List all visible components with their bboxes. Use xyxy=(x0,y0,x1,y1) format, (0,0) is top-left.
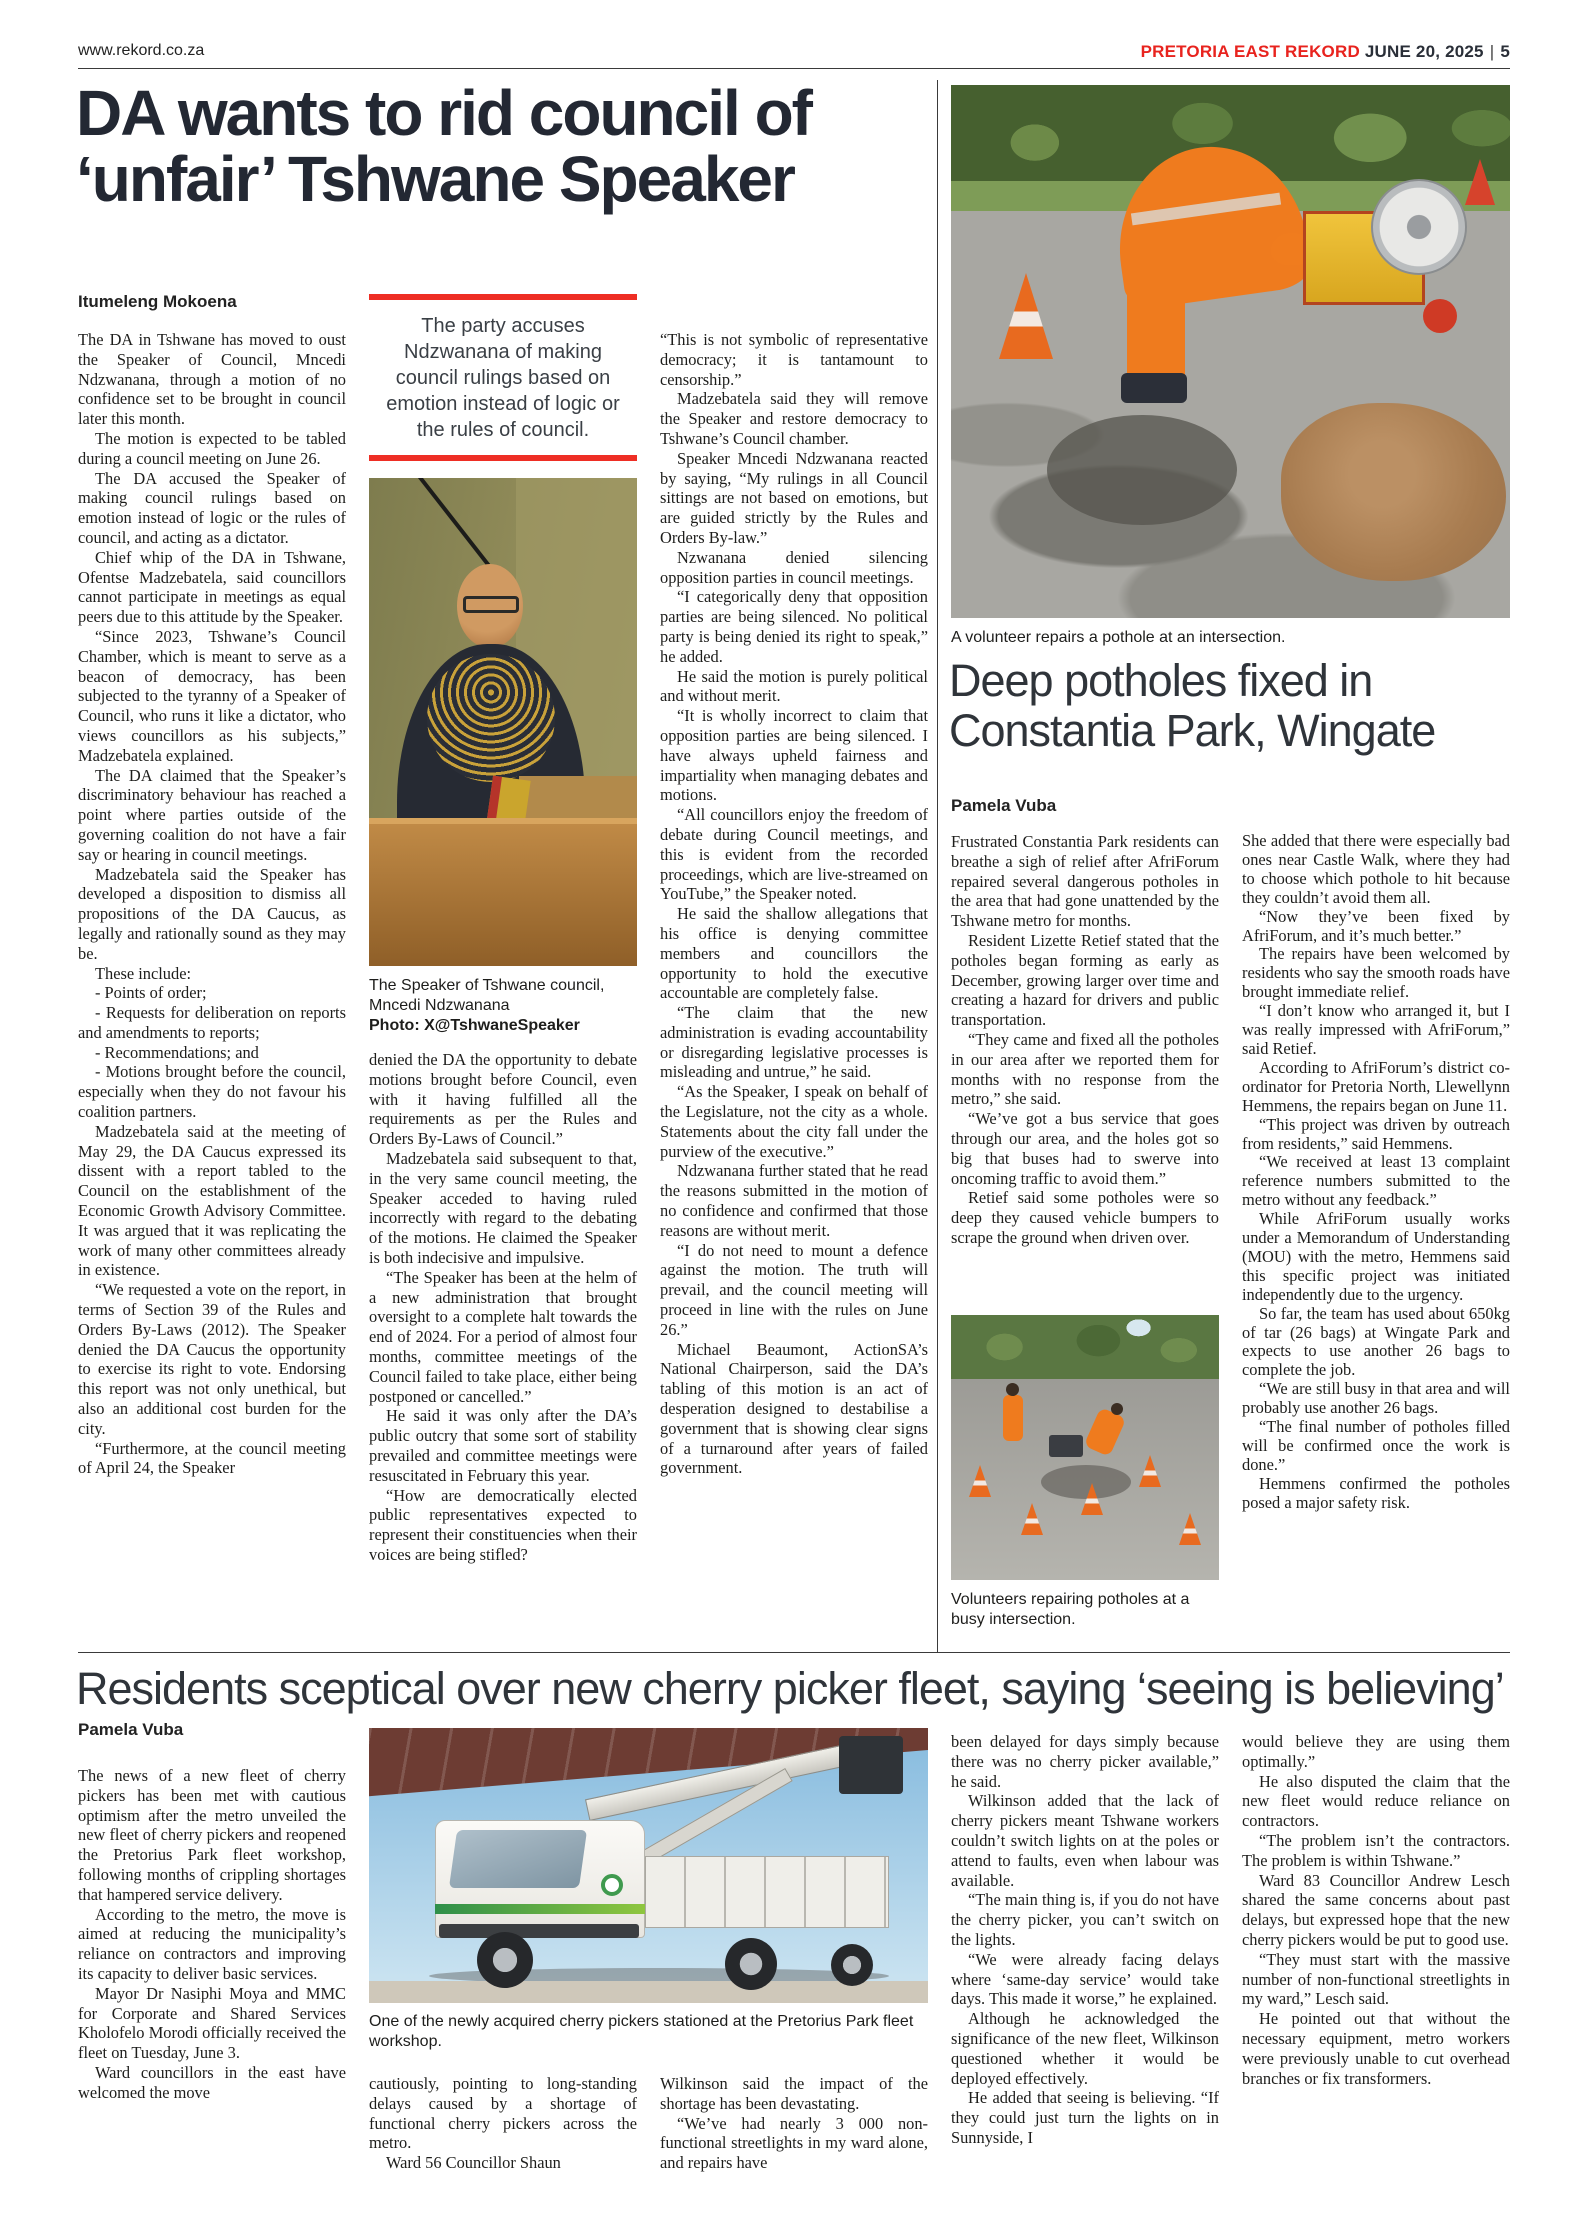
paragraph: - Motions brought before the council, especially when they do not favour his coalition partners. xyxy=(78,1062,346,1122)
paragraph: “The problem isn’t the contractors. The problem is within Tshwane.” xyxy=(1242,1830,1510,1870)
paragraph: Wilkinson added that the lack of cherry pickers meant Tshwane workers couldn’t switch lights on at the poles or attend to faults, even when labour was available. xyxy=(951,1791,1219,1890)
asphalt-patch xyxy=(1041,1465,1131,1499)
paragraph: Hemmens confirmed the potholes posed a major safety risk. xyxy=(1242,1473,1510,1512)
windshield xyxy=(449,1830,587,1888)
paragraph: been delayed for days simply because there was no cherry picker available,” he said. xyxy=(951,1732,1219,1791)
paragraph: “We were already facing delays where ‘same-day service’ would take days. This made it worse,” he explained. xyxy=(951,1949,1219,2009)
truck-wheel xyxy=(831,1944,873,1986)
pothole-repair-photo xyxy=(951,85,1510,618)
paragraph: “Now they’ve been fixed by AfriForum, and it’s much better.” xyxy=(1242,906,1510,945)
site-url: www.rekord.co.za xyxy=(78,42,205,59)
machine-wheel xyxy=(1423,299,1457,333)
paragraph: “The main thing is, if you do not have the cherry picker, you can’t switch on the lights. xyxy=(951,1890,1219,1949)
paragraph: cautiously, pointing to long-standing delays caused by a shortage of functional cherry pickers across the metro. xyxy=(369,2074,637,2153)
paragraph: “This is not symbolic of representative democracy; it is tantamount to censorship.” xyxy=(660,330,928,389)
tree-line xyxy=(951,1315,1219,1379)
paragraph: “How are democratically elected public representatives expected to represent their constituencies when their voices are being stifled? xyxy=(369,1485,637,1564)
wooden-podium xyxy=(369,818,637,966)
glasses xyxy=(463,596,519,613)
speaker-photo-caption xyxy=(369,976,637,1036)
truck-wheel xyxy=(725,1938,777,1990)
paragraph: “We received at least 13 complaint reference numbers submitted to the metro without any feedback.” xyxy=(1242,1152,1510,1210)
potholes-article-headline xyxy=(949,656,1514,756)
paragraph: Ward 56 Councillor Shaun xyxy=(386,2153,561,2173)
paragraph: “They came and fixed all the potholes in our area after we reported them for months with no response from the metro,” she said. xyxy=(951,1029,1219,1109)
truck-wheel xyxy=(477,1932,533,1988)
paragraph: He added that seeing is believing. “If they could just turn the lights on in Sunnyside, I xyxy=(951,2088,1219,2147)
da-article-column-1 xyxy=(78,330,346,1650)
paragraph: Resident Lizette Retief stated that the potholes began forming as early as December, growing larger over time and creating a hazard for drivers and public transportation. xyxy=(951,930,1219,1030)
paragraph: would believe they are using them optimally.” xyxy=(1242,1732,1510,1771)
picker-bucket xyxy=(839,1736,903,1794)
cherry-article-headline: Residents sceptical over new cherry picker fleet, saying ‘seeing is believing’ xyxy=(76,1663,1504,1714)
paragraph: Although he acknowledged the significance of the new fleet, Wilkinson questioned whether it would be deployed effectively. xyxy=(951,2009,1219,2088)
cherry-article-column-5 xyxy=(1242,1732,1510,2222)
paragraph: “We’ve got a bus service that goes through our area, and the holes got so big that buses had to swerve into oncoming traffic to avoid them.” xyxy=(951,1109,1219,1188)
worker-figure xyxy=(1003,1395,1023,1441)
paragraph: “All councillors enjoy the freedom of debate during Council meetings, and this is evident from the recorded proceedings, which are live-streamed on YouTube,” the Speaker noted. xyxy=(660,805,928,904)
paragraph: “The final number of potholes filled will be confirmed once the work is done.” xyxy=(1242,1417,1510,1474)
paragraph: “We’ve had nearly 3 000 non-functional streetlights in my ward alone, and repairs have xyxy=(660,2113,928,2173)
paragraph: Madzebatela said at the meeting of May 29, the DA Caucus expressed its dissent with a report tabled to the Council on the establishment of the Economic Growth Advisory Committee. It was argued that it was replicating the work of many other committees already in existence. xyxy=(78,1121,346,1280)
worker-boot xyxy=(1121,373,1187,403)
paragraph: The DA accused the Speaker of making council rulings based on emotion instead of logic or the rules of council, and acting as a dictator. xyxy=(78,468,346,547)
paragraph: According to AfriForum’s district co-ordinator for Pretoria North, Llewellynn Hemmens, the repairs began on June 11. xyxy=(1242,1057,1510,1115)
paragraph: “As the Speaker, I speak on behalf of the Legislature, not the city as a whole. Statements about the city fall under the purview of the executive.” xyxy=(660,1082,928,1161)
blade-disc xyxy=(1371,179,1467,275)
paragraph: Madzebatela said subsequent to that, in the very same council meeting, the Speaker acceded to having ruled incorrectly with regard to the debating of the motions. He claimed the Speaker is both indecisive and impulsive. xyxy=(369,1148,637,1267)
worker-leg xyxy=(1127,277,1185,379)
paragraph: The DA claimed that the Speaker’s discriminatory behaviour has reached a point where parties outside of the governing coalition do not have a fair say or hearing in council meetings. xyxy=(78,765,346,864)
paragraph: Speaker Mncedi Ndzwanana reacted by saying, “My rulings in all Council sittings are not based on emotions, but are guided strictly by the Rules and Orders By-law.” xyxy=(660,448,928,547)
potholes-article-column-1 xyxy=(951,832,1219,1332)
cherry-article-column-2 xyxy=(369,2074,637,2222)
paragraph: Michael Beaumont, ActionSA’s National Chairperson, said the DA’s tabling of this motion is an act of desperation designed to destabilise a government that is showing clear signs of a turnaround after years of failed government. xyxy=(660,1339,928,1478)
page-number: 5 xyxy=(1500,42,1510,61)
headline-line: ‘unfair’ Tshwane Speaker xyxy=(76,143,794,215)
page-header xyxy=(78,42,1510,64)
paragraph: Nzwanana denied silencing opposition parties in council meetings. xyxy=(660,547,928,587)
pull-quote-text: The party accuses Ndzwanana of making council rulings based on emotion instead of logic or the rules of council. xyxy=(386,315,620,441)
paragraph: - Points of order; xyxy=(95,983,207,1003)
paragraph: “I do not need to mount a defence against the motion. The truth will prevail, and the council meeting will proceed in line with the rules on June 26.” xyxy=(660,1240,928,1339)
metro-logo xyxy=(601,1874,623,1896)
paragraph: So far, the team has used about 650kg of tar (26 bags) at Wingate Park and expects to use another 26 bags to complete the job. xyxy=(1242,1303,1510,1380)
paragraph: Ndzwanana further stated that he read the reasons submitted in the motion of no confidence and confirmed that those reasons are without merit. xyxy=(660,1161,928,1240)
paragraph: She added that there were especially bad ones near Castle Walk, where they had to choose which pothole to hit because they couldn’t avoid them all. xyxy=(1242,832,1510,907)
da-article-headline xyxy=(76,77,936,215)
cherry-article-column-1 xyxy=(78,1766,346,2196)
paragraph: He also disputed the claim that the new fleet would reduce reliance on contractors. xyxy=(1242,1771,1510,1831)
potholes-article-byline: Pamela Vuba xyxy=(951,796,1057,815)
cherry-article-column-3 xyxy=(660,2074,928,2222)
paragraph: “I don’t know who arranged it, but I was really impressed with AfriForum,” said Retief. xyxy=(1242,1001,1510,1058)
pull-quote xyxy=(369,294,637,461)
paragraph: Madzebatela said the Speaker has developed a disposition to dismiss all propositions of the DA Caucus, as legally and rationally sound as they may be. xyxy=(78,864,346,963)
truck-grille xyxy=(439,1924,639,1938)
paragraph: “Since 2023, Tshwane’s Council Chamber, which is meant to serve as a beacon of democracy, has been subjected to the tyranny of a Speaker of Council, who runs it like a dictator, who views councillors as his subjects,” Madzebatela explained. xyxy=(78,626,346,765)
masthead-right xyxy=(1141,42,1510,62)
paragraph: Ward 83 Councillor Andrew Lesch shared the same concerns about past delays, but expressed hope that the new cherry pickers would be put to good use. xyxy=(1242,1870,1510,1949)
paragraph: “It is wholly incorrect to claim that opposition parties are being silenced. I have always upheld fairness and impartiality when managing debates and motions. xyxy=(660,706,928,805)
cherry-photo-caption: One of the newly acquired cherry pickers stationed at the Pretorius Park fleet workshop. xyxy=(369,2013,914,2050)
paragraph: denied the DA the opportunity to debate motions brought before Council, even with it having fulfilled all the requirements as per the Rules and Orders By-Laws of Council.” xyxy=(369,1050,637,1149)
page-separator: | xyxy=(1489,42,1495,61)
livery-stripe xyxy=(435,1904,645,1914)
paragraph: “Furthermore, at the council meeting of April 24, the Speaker xyxy=(78,1438,346,1478)
potholes-article-column-2 xyxy=(1242,832,1510,1647)
paragraph: Retief said some potholes were so deep they caused vehicle bumpers to scrape the ground when driven over. xyxy=(951,1188,1219,1247)
headline-line: Deep potholes fixed in xyxy=(949,655,1373,706)
beaded-collar xyxy=(427,654,555,782)
section-divider-horizontal xyxy=(78,1652,1510,1653)
volunteers-photo xyxy=(951,1315,1219,1580)
paragraph: “This project was driven by outreach from residents,” said Hemmens. xyxy=(1242,1114,1510,1153)
paragraph: The DA in Tshwane has moved to oust the Speaker of Council, Mncedi Ndzwanana, through a motion of no confidence set to be brought in council later this month. xyxy=(78,330,346,429)
truck-bed xyxy=(645,1856,889,1928)
paragraph: He said the shallow allegations that his office is denying committee members and councillors the opportunity to hold the executive accountable are completely false. xyxy=(660,904,928,1003)
paragraph: “We are still busy in that area and will probably use another 26 bags. xyxy=(1242,1379,1510,1418)
paragraph: “The claim that the new administration is evading accountability or disregarding legislative processes is misleading and untrue,” he said. xyxy=(660,1003,928,1082)
pothole-photo-caption: A volunteer repairs a pothole at an intersection. xyxy=(951,629,1286,646)
paragraph: Chief whip of the DA in Tshwane, Ofentse Madzebatela, said councillors cannot participate in meetings as equal peers due to this attitude by the Speaker. xyxy=(78,547,346,627)
cherry-article-column-4 xyxy=(951,1732,1219,2222)
cherry-picker-photo xyxy=(369,1728,928,2003)
da-article-column-3 xyxy=(660,330,928,1650)
speaker-photo xyxy=(369,478,637,966)
issue-date: JUNE 20, 2025 xyxy=(1364,42,1484,61)
paragraph: “I categorically deny that opposition parties are being silenced. No political party is being denied its right to speak,” he added. xyxy=(660,587,928,666)
paragraph: He said it was only after the DA’s public outcry that some sort of stability prevailed and committee meetings were resuscitated in February this year. xyxy=(369,1406,637,1485)
paragraph: Mayor Dr Nasiphi Moya and MMC for Corporate and Shared Services Kholofelo Morodi officially received the fleet on Tuesday, June 3. xyxy=(78,1983,346,2063)
photo-credit: Photo: X@TshwaneSpeaker xyxy=(369,1017,580,1034)
paragraph: Wilkinson said the impact of the shortage has been devastating. xyxy=(660,2074,928,2113)
da-article-column-2 xyxy=(369,1050,637,1650)
paragraph: These include: xyxy=(95,963,192,983)
paragraph: Madzebatela said they will remove the Speaker and restore democracy to Tshwane’s Council chamber. xyxy=(660,389,928,448)
paragraph: “The Speaker has been at the helm of a new administration that brought oversight to a complete halt towards the end of 2024. For a period of almost four months, committee meetings of the Council failed to take place, either being postponed or cancelled.” xyxy=(369,1267,637,1406)
paragraph: According to the metro, the move is aimed at reducing the municipality’s reliance on contractors and improving its capacity to deliver basic services. xyxy=(78,1904,346,1983)
paragraph: “We requested a vote on the report, in terms of Section 39 of the Rules and Orders By-Laws (2012). The Speaker denied the DA Caucus the opportunity to exercise its right to vote. Endorsing this report was not only unethical, but also an additional cost burden for the city. xyxy=(78,1280,346,1438)
worker-head xyxy=(1006,1383,1019,1396)
paragraph: “They must start with the massive number of non-functional streetlights in my ward,” Lesch said. xyxy=(1242,1949,1510,2009)
paragraph: Frustrated Constantia Park residents can breathe a sigh of relief after AfriForum repaired several dangerous potholes in the area that had gone unattended by the Tshwane metro for months. xyxy=(951,832,1219,931)
header-rule xyxy=(78,68,1510,69)
headline-line: DA wants to rid council of xyxy=(76,77,811,149)
paragraph: - Recommendations; and xyxy=(95,1042,259,1062)
da-article-byline: Itumeleng Mokoena xyxy=(78,292,237,311)
tar-machine xyxy=(1049,1435,1083,1457)
paper-name: PRETORIA EAST REKORD xyxy=(1140,42,1360,61)
paragraph: While AfriForum usually works under a Memorandum of Understanding (MOU) with the metro, Hemmens said this specific project was initiated independently due to the urgency. xyxy=(1242,1209,1510,1304)
section-divider-vertical xyxy=(937,80,938,1652)
asphalt-patch xyxy=(1047,415,1237,525)
paragraph: - Requests for deliberation on reports and amendments to reports; xyxy=(78,1003,346,1042)
headline-line: Constantia Park, Wingate xyxy=(949,705,1436,756)
caption-text: The Speaker of Tshwane council, Mncedi Ndzwanana xyxy=(369,977,605,1014)
pull-quote-bottom-bar xyxy=(369,455,637,461)
worker-head xyxy=(1111,1403,1123,1415)
paragraph: Ward councillors in the east have welcomed the move xyxy=(78,2062,346,2102)
paragraph: He pointed out that without the necessary equipment, metro workers were previously unable to cut overhead branches or fix transformers. xyxy=(1242,2009,1510,2088)
paragraph: He said the motion is purely political and without merit. xyxy=(660,666,928,706)
paragraph: The repairs have been welcomed by residents who say the smooth roads have brought immediate relief. xyxy=(1242,944,1510,1002)
volunteers-photo-caption: Volunteers repairing potholes at a busy intersection. xyxy=(951,1591,1190,1628)
cherry-article-byline: Pamela Vuba xyxy=(78,1720,184,1739)
paragraph: The motion is expected to be tabled during a council meeting on June 26. xyxy=(78,428,346,468)
paragraph: The news of a new fleet of cherry pickers has been met with cautious optimism after the metro unveiled the new fleet of cherry pickers and reopened the Pretorius Park fleet workshop, following months of crippling shortages that hampered service delivery. xyxy=(78,1766,346,1904)
